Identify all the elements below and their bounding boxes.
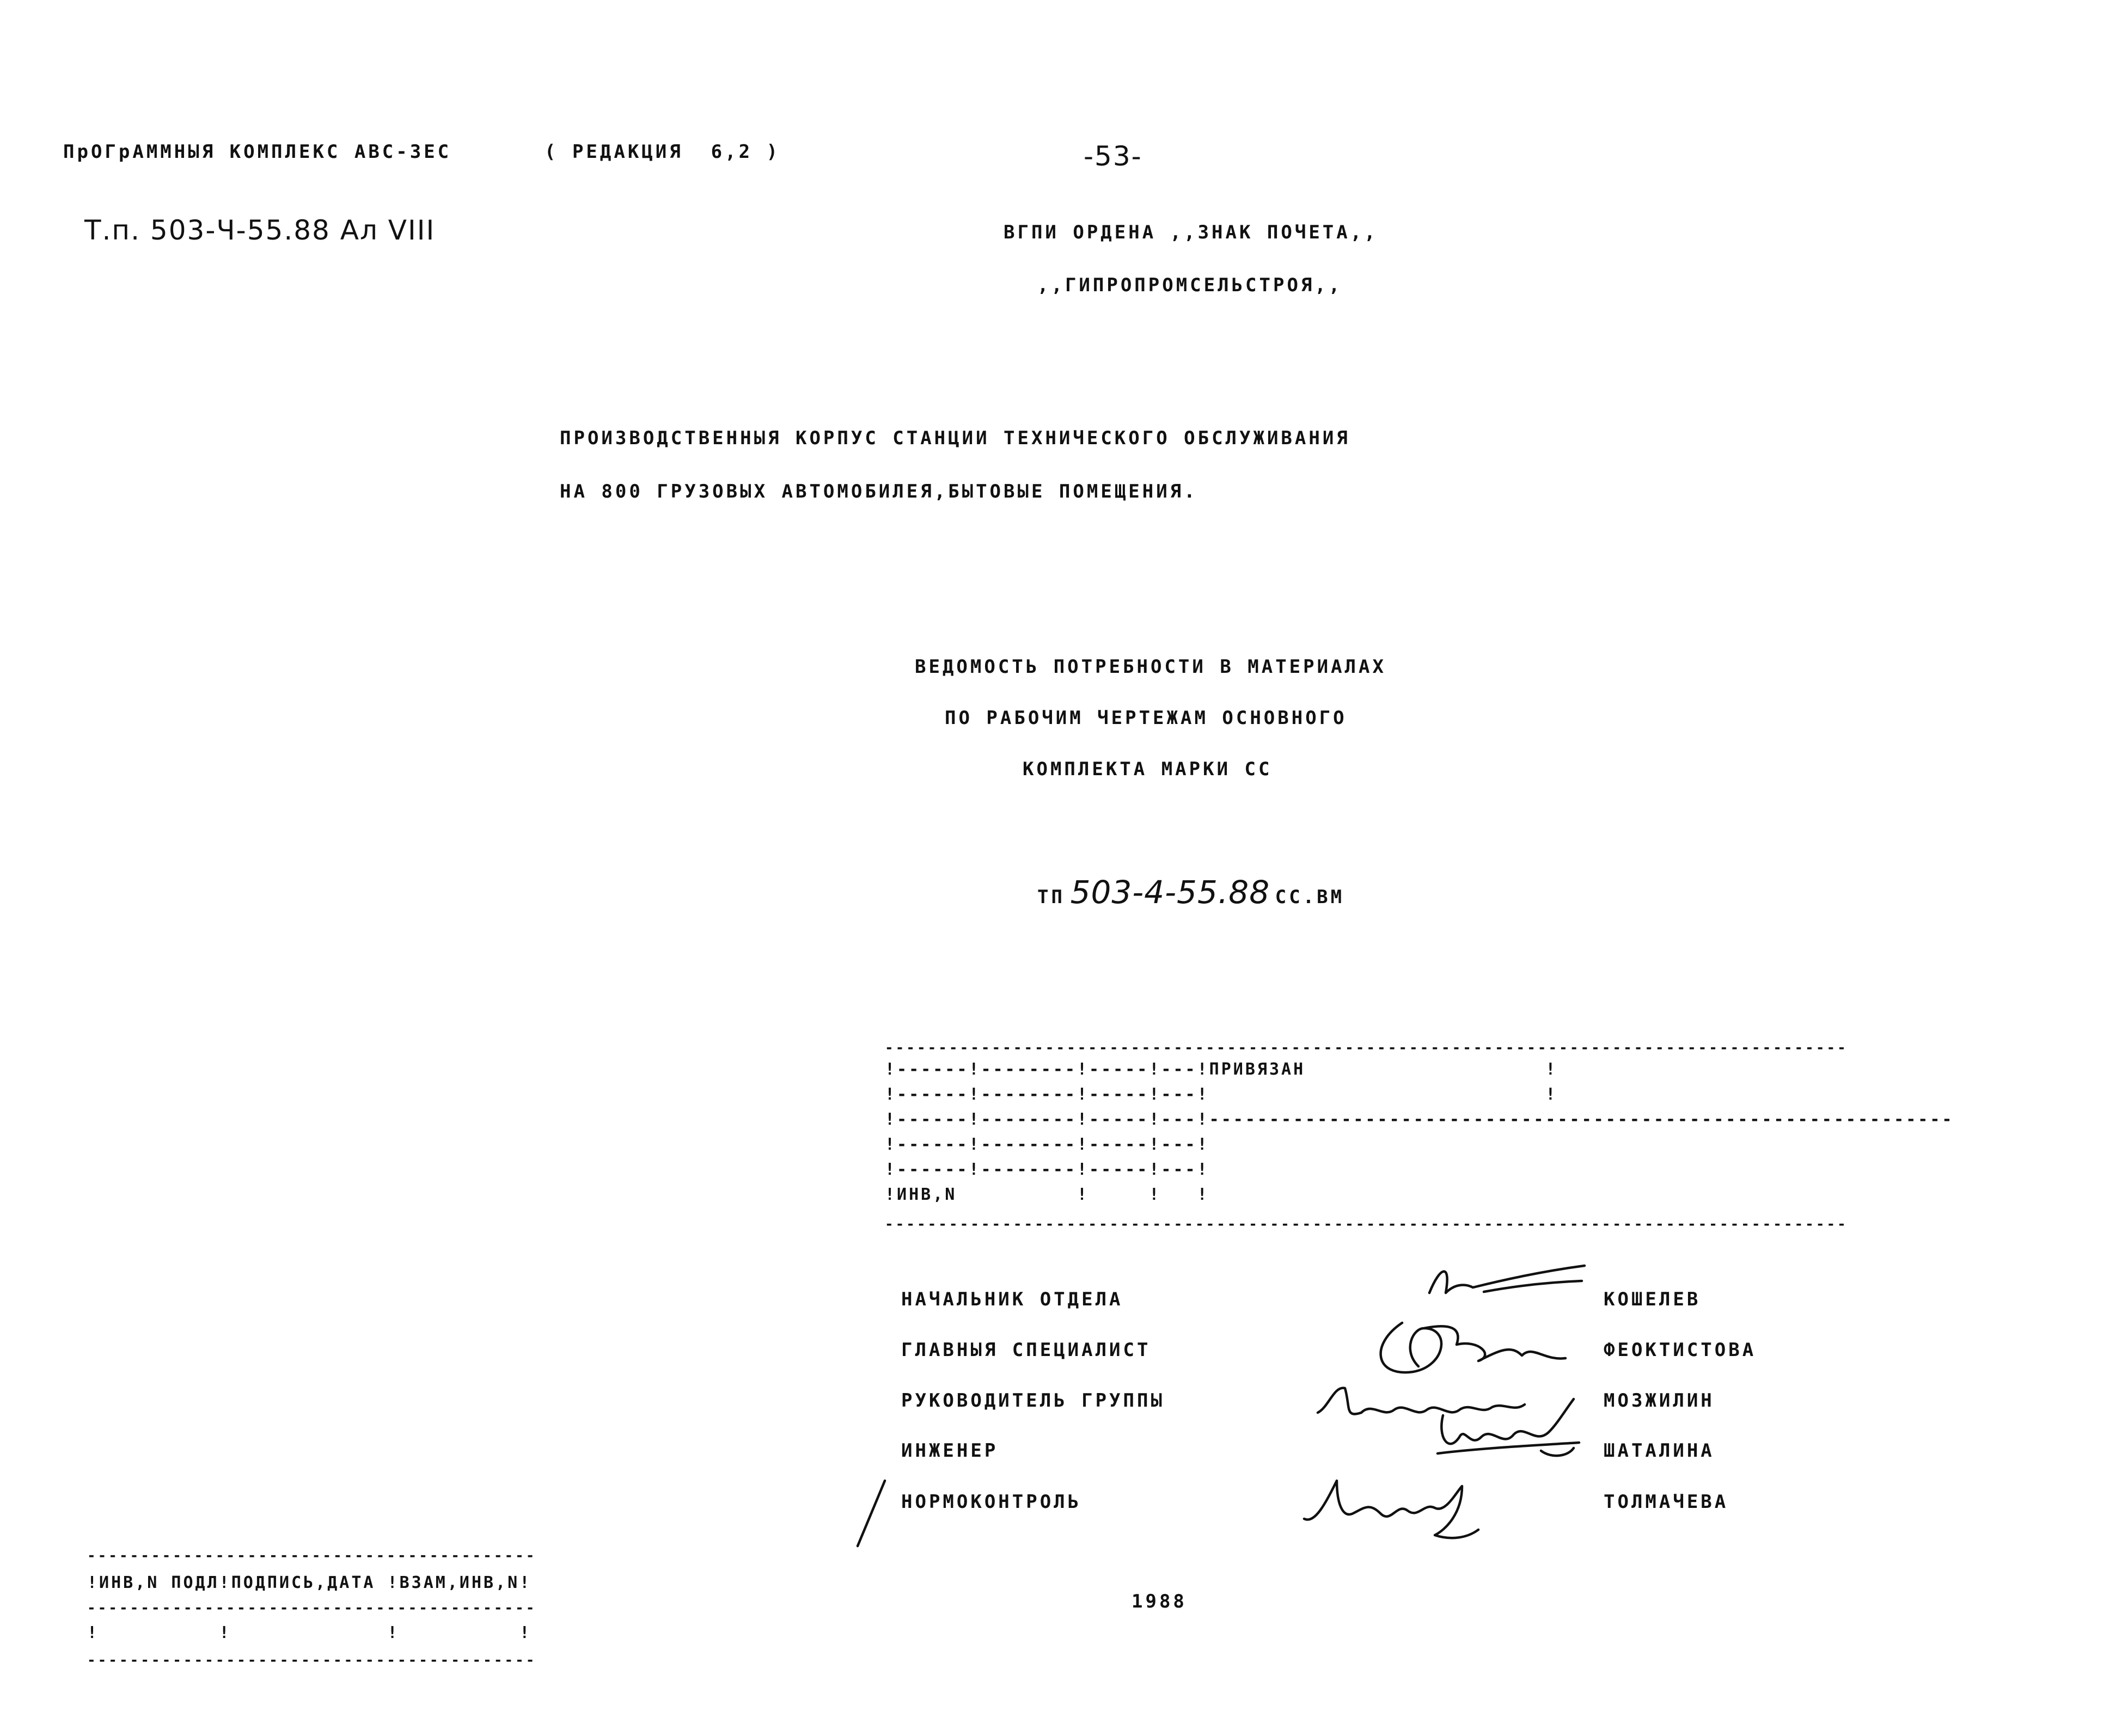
stamp-table-row: !------!--------!-----!---! [885,1135,1209,1154]
year: 1988 [1132,1591,1187,1612]
inventory-table-bottom-border: ------------------------------------------ [87,1652,537,1668]
organization-line-2: ,,ГИПРОПРОМСЕЛЬСТРОЯ,, [1037,274,1343,296]
signature-name: ФЕОКТИСТОВА [1604,1339,1757,1361]
inventory-table-header: !ИНВ,N ПОДЛ!ПОДПИСЬ,ДАТА !ВЗАМ,ИНВ,N! [87,1573,532,1592]
document-title-line-1: ПРОИЗВОДСТВЕННЫЯ КОРПУС СТАНЦИИ ТЕХНИЧЕСКОГО ОБСЛУЖИВАНИЯ [560,427,1350,449]
signature-tolmacheva [1299,1470,1500,1546]
subtitle-line-1: ВЕДОМОСТЬ ПОТРЕБНОСТИ В МАТЕРИАЛАХ [915,656,1386,678]
program-name: ПрОГрАММНЫЯ КОМПЛЕКС АВС-3ЕС [63,141,452,163]
signature-role: НАЧАЛЬНИК ОТДЕЛА [901,1289,1123,1310]
organization-line-1: ВГПИ ОРДЕНА ,,ЗНАК ПОЧЕТА,, [1004,222,1378,243]
signature-role: ГЛАВНЫЯ СПЕЦИАЛИСТ [901,1339,1151,1361]
subtitle-line-2: ПО РАБОЧИМ ЧЕРТЕЖАМ ОСНОВНОГО [945,707,1347,729]
signature-role: ИНЖЕНЕР [901,1440,999,1462]
stamp-table-row: !------!--------!-----!---! [885,1160,1209,1179]
page-number: -53- [1084,140,1142,172]
document-code [1037,874,1345,911]
stamp-table-row: !------!--------!-----!---!-------------------------------------------------------------- [885,1110,1954,1129]
stamp-table-row: !------!--------!-----!---!ПРИВЯЗАН ! [885,1060,1558,1079]
stamp-table-bottom-border: ------------------------------------------------------------------------------------------ [885,1216,1848,1232]
signature-name: МОЗЖИЛИН [1604,1390,1715,1412]
signature-role: НОРМОКОНТРОЛЬ [901,1491,1082,1513]
signature-name: ШАТАЛИНА [1604,1440,1715,1462]
stamp-table-top-border: ------------------------------------------------------------------------------------------ [885,1040,1848,1056]
document-code-suffix: СС.ВМ [1275,886,1345,908]
signature-shatalina [1427,1394,1590,1464]
signature-role: РУКОВОДИТЕЛЬ ГРУППЫ [901,1390,1165,1412]
program-edition: ( РЕДАКЦИЯ 6,2 ) [545,141,780,163]
stamp-table-row: !------!--------!-----!---! ! [885,1085,1558,1104]
inventory-table-top-border: ------------------------------------------ [87,1548,537,1564]
signature-feoktistova [1369,1312,1576,1383]
normocontrol-mark [852,1478,896,1549]
signature-koshelev [1418,1260,1593,1304]
inventory-table-mid-border: ------------------------------------------ [87,1600,537,1616]
document-code-handwritten: 503-4-55.88 [1070,874,1270,911]
document-title-line-2: НА 800 ГРУЗОВЫХ АВТОМОБИЛЕЯ,БЫТОВЫЕ ПОМЕЩЕНИЯ. [560,481,1198,502]
subtitle-line-3: КОМПЛЕКТА МАРКИ СС [1023,758,1273,780]
document-code-prefix: ТП [1037,886,1065,908]
stamp-table-row: !ИНВ,N ! ! ! [885,1185,1209,1204]
signature-name: КОШЕЛЕВ [1604,1289,1701,1310]
inventory-table-row: ! ! ! ! [87,1623,532,1642]
document-reference: Т.п. 503-Ч-55.88 Ал VIII [84,214,436,246]
signature-name: ТОЛМАЧЕВА [1604,1491,1729,1513]
